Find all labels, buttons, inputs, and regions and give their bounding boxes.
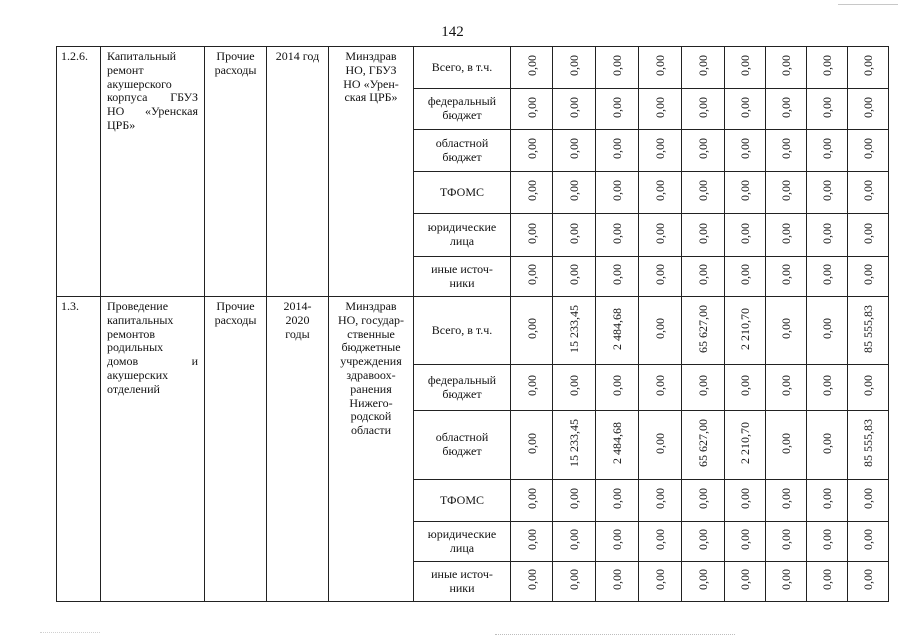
amount-value: 0,00 <box>567 264 581 286</box>
budget-table <box>56 46 889 602</box>
amount-cell <box>725 47 766 89</box>
amount-cell <box>511 562 553 602</box>
amount-value: 0,00 <box>524 222 539 244</box>
amount-value: 0,00 <box>696 222 710 244</box>
amount-value: 0,00 <box>861 264 875 286</box>
amount-cell <box>807 257 848 297</box>
row-number: 1.2.6. <box>61 49 88 63</box>
amount-cell <box>807 47 848 89</box>
funding-source-label: областной бюджет <box>435 430 489 458</box>
amount-value: 0,00 <box>861 529 875 551</box>
expense-type: Прочие расходы <box>214 299 257 327</box>
amount-value: 0,00 <box>653 222 667 244</box>
amount-cell <box>725 172 766 214</box>
amount-cell <box>807 562 848 602</box>
amount-value: 0,00 <box>861 488 875 510</box>
amount-cell <box>511 172 553 214</box>
amount-value: 0,00 <box>610 222 624 244</box>
amount-value: 0,00 <box>524 138 539 160</box>
amount-cell <box>639 214 682 257</box>
amount-cell <box>596 562 639 602</box>
amount-cell <box>511 365 553 411</box>
funding-source-cell <box>414 172 511 214</box>
description-line: ремонт <box>107 62 144 77</box>
executor-cell <box>329 47 414 297</box>
amount-value: 65 627,00 <box>696 419 710 468</box>
amount-value: 0,00 <box>524 264 539 286</box>
description-cell <box>101 297 205 602</box>
funding-source-label: юридические лица <box>427 526 497 555</box>
amount-value: 0,00 <box>610 96 624 118</box>
amount-value: 0,00 <box>738 138 752 160</box>
amount-cell <box>725 480 766 522</box>
amount-value: 0,00 <box>696 180 710 202</box>
funding-source-cell <box>414 47 511 89</box>
amount-cell <box>766 522 807 562</box>
amount-value: 0,00 <box>779 432 793 454</box>
amount-value: 0,00 <box>861 180 875 202</box>
funding-source-label: областной бюджет <box>435 135 489 164</box>
amount-cell <box>766 480 807 522</box>
amount-cell <box>682 297 725 365</box>
amount-cell <box>848 365 889 411</box>
funding-source-cell <box>414 297 511 365</box>
amount-cell <box>639 172 682 214</box>
amount-cell <box>639 365 682 411</box>
amount-cell <box>639 297 682 365</box>
amount-cell <box>596 522 639 562</box>
period-cell <box>267 297 329 602</box>
description-line: акушерских <box>107 367 169 382</box>
amount-cell <box>848 522 889 562</box>
amount-cell <box>807 522 848 562</box>
period: 2014- 2020 годы <box>283 299 312 341</box>
amount-value: 2 484,68 <box>610 307 624 350</box>
expense-type-cell <box>205 297 267 602</box>
description-line: корпуса ГБУЗ <box>107 90 198 105</box>
amount-cell <box>725 214 766 257</box>
amount-cell <box>553 172 596 214</box>
funding-source-cell <box>414 522 511 562</box>
table-row <box>57 297 889 365</box>
amount-cell <box>553 257 596 297</box>
amount-value: 0,00 <box>610 375 624 397</box>
funding-source-cell <box>414 411 511 480</box>
funding-source-label: ТФОМС <box>439 184 485 199</box>
amount-value: 0,00 <box>738 264 752 286</box>
amount-value: 0,00 <box>696 569 710 591</box>
funding-source-cell <box>414 365 511 411</box>
amount-cell <box>596 365 639 411</box>
amount-value: 0,00 <box>779 375 793 397</box>
amount-cell <box>511 214 553 257</box>
amount-value: 2 210,70 <box>738 307 752 350</box>
period: 2014 год <box>275 49 320 63</box>
amount-value: 0,00 <box>861 138 875 160</box>
amount-value: 0,00 <box>779 180 793 202</box>
amount-value: 0,00 <box>738 375 752 397</box>
amount-cell <box>807 411 848 480</box>
amount-value: 0,00 <box>567 180 581 202</box>
amount-cell <box>848 130 889 172</box>
amount-cell <box>553 214 596 257</box>
description-line: ЦРБ» <box>107 117 136 132</box>
amount-value: 0,00 <box>567 375 581 397</box>
amount-value: 0,00 <box>653 264 667 286</box>
amount-cell <box>511 257 553 297</box>
amount-value: 0,00 <box>779 529 793 551</box>
description-line: Проведение <box>107 299 169 313</box>
amount-value: 0,00 <box>524 375 539 397</box>
amount-cell <box>553 47 596 89</box>
amount-value: 0,00 <box>653 96 667 118</box>
funding-source-cell <box>414 480 511 522</box>
amount-cell <box>807 297 848 365</box>
amount-value: 0,00 <box>696 96 710 118</box>
amount-value: 0,00 <box>653 529 667 551</box>
amount-cell <box>596 257 639 297</box>
amount-cell <box>682 130 725 172</box>
amount-cell <box>511 89 553 130</box>
description-line: капитальных <box>107 312 174 327</box>
amount-value: 0,00 <box>820 569 834 591</box>
amount-value: 0,00 <box>861 222 875 244</box>
amount-value: 0,00 <box>653 318 667 340</box>
amount-cell <box>848 411 889 480</box>
amount-value: 0,00 <box>779 569 793 591</box>
amount-cell <box>725 522 766 562</box>
amount-cell <box>553 562 596 602</box>
amount-value: 0,00 <box>820 488 834 510</box>
amount-cell <box>766 411 807 480</box>
amount-value: 0,00 <box>524 569 539 591</box>
amount-value: 0,00 <box>779 96 793 118</box>
amount-value: 0,00 <box>779 264 793 286</box>
amount-value: 0,00 <box>653 375 667 397</box>
amount-value: 0,00 <box>861 569 875 591</box>
amount-value: 0,00 <box>820 264 834 286</box>
amount-cell <box>682 480 725 522</box>
amount-value: 0,00 <box>567 569 581 591</box>
amount-cell <box>725 562 766 602</box>
funding-source-label: юридические лица <box>427 220 497 248</box>
amount-value: 0,00 <box>524 488 539 510</box>
expense-type-cell <box>205 47 267 297</box>
budget-table-body <box>57 47 889 602</box>
amount-cell <box>553 411 596 480</box>
amount-cell <box>848 480 889 522</box>
amount-cell <box>807 480 848 522</box>
amount-value: 0,00 <box>653 488 667 510</box>
scan-top-rule <box>838 4 898 5</box>
amount-value: 0,00 <box>653 569 667 591</box>
amount-value: 0,00 <box>524 96 539 118</box>
amount-value: 0,00 <box>820 529 834 551</box>
amount-value: 0,00 <box>779 222 793 244</box>
amount-cell <box>639 411 682 480</box>
amount-cell <box>682 257 725 297</box>
amount-cell <box>766 89 807 130</box>
table-row <box>57 47 889 89</box>
amount-value: 0,00 <box>738 96 752 118</box>
amount-cell <box>639 522 682 562</box>
amount-cell <box>553 365 596 411</box>
description-line: родильных <box>107 340 164 355</box>
amount-cell <box>553 297 596 365</box>
amount-cell <box>639 480 682 522</box>
amount-cell <box>639 257 682 297</box>
amount-value: 0,00 <box>653 138 667 160</box>
amount-cell <box>725 365 766 411</box>
description-cell <box>101 47 205 297</box>
amount-value: 0,00 <box>820 96 834 118</box>
amount-value: 0,00 <box>524 55 539 77</box>
executor: Минздрав НО, ГБУЗ НО «Урен- ская ЦРБ» <box>343 49 399 105</box>
row-number-cell <box>57 47 101 297</box>
amount-value: 0,00 <box>779 488 793 510</box>
funding-source-cell <box>414 130 511 172</box>
funding-source-cell <box>414 257 511 297</box>
amount-value: 0,00 <box>696 138 710 160</box>
amount-value: 0,00 <box>524 180 539 202</box>
amount-value: 0,00 <box>567 96 581 118</box>
amount-value: 0,00 <box>738 222 752 244</box>
amount-cell <box>639 562 682 602</box>
amount-cell <box>848 562 889 602</box>
amount-cell <box>766 130 807 172</box>
amount-cell <box>848 214 889 257</box>
amount-value: 0,00 <box>524 529 539 551</box>
amount-value: 0,00 <box>861 55 875 77</box>
amount-value: 0,00 <box>820 318 834 340</box>
amount-cell <box>725 297 766 365</box>
amount-value: 0,00 <box>696 55 710 77</box>
funding-source-label: иные источ- ники <box>431 261 493 290</box>
row-number-cell <box>57 297 101 602</box>
amount-cell <box>725 130 766 172</box>
amount-cell <box>596 297 639 365</box>
funding-source-label: Всего, в т.ч. <box>431 59 493 74</box>
amount-cell <box>766 297 807 365</box>
amount-value: 85 555,83 <box>861 419 875 468</box>
amount-value: 0,00 <box>738 55 752 77</box>
amount-cell <box>766 365 807 411</box>
amount-value: 0,00 <box>820 55 834 77</box>
scan-artifact-bottom <box>495 634 735 635</box>
description-line: ремонтов <box>107 326 156 341</box>
amount-cell <box>766 172 807 214</box>
description-line: Капитальный <box>107 49 177 63</box>
amount-cell <box>682 411 725 480</box>
amount-value: 0,00 <box>696 529 710 551</box>
amount-cell <box>807 89 848 130</box>
amount-value: 0,00 <box>653 55 667 77</box>
amount-cell <box>766 562 807 602</box>
amount-value: 0,00 <box>567 55 581 77</box>
amount-cell <box>682 47 725 89</box>
amount-value: 2 484,68 <box>610 422 624 465</box>
amount-cell <box>553 522 596 562</box>
amount-cell <box>848 89 889 130</box>
amount-value: 0,00 <box>524 318 539 340</box>
description-line: НО «Уренская <box>107 104 198 119</box>
amount-cell <box>848 47 889 89</box>
amount-value: 0,00 <box>610 180 624 202</box>
amount-value: 0,00 <box>696 264 710 286</box>
amount-cell <box>596 411 639 480</box>
amount-value: 0,00 <box>610 488 624 510</box>
expense-type: Прочие расходы <box>214 49 257 77</box>
amount-value: 0,00 <box>567 138 581 160</box>
funding-source-cell <box>414 562 511 602</box>
executor-cell <box>329 297 414 602</box>
page-number: 142 <box>441 24 464 40</box>
amount-value: 65 627,00 <box>696 304 710 353</box>
scan-artifact-left <box>40 632 100 633</box>
amount-cell <box>596 47 639 89</box>
amount-value: 0,00 <box>567 529 581 551</box>
amount-cell <box>807 365 848 411</box>
amount-value: 0,00 <box>738 569 752 591</box>
amount-value: 0,00 <box>861 96 875 118</box>
description-line: акушерского <box>107 76 172 91</box>
amount-cell <box>596 89 639 130</box>
amount-value: 0,00 <box>653 432 667 454</box>
amount-value: 0,00 <box>610 55 624 77</box>
amount-cell <box>725 257 766 297</box>
amount-cell <box>511 297 553 365</box>
amount-cell <box>639 130 682 172</box>
amount-cell <box>682 214 725 257</box>
funding-source-label: иные источ- ники <box>431 566 493 595</box>
amount-value: 0,00 <box>610 264 624 286</box>
amount-cell <box>596 214 639 257</box>
amount-value: 0,00 <box>567 488 581 510</box>
amount-cell <box>553 130 596 172</box>
amount-cell <box>553 89 596 130</box>
amount-value: 15 233,45 <box>567 304 581 353</box>
amount-cell <box>553 480 596 522</box>
amount-value: 0,00 <box>653 180 667 202</box>
amount-cell <box>807 172 848 214</box>
funding-source-label: федеральный бюджет <box>427 372 497 401</box>
amount-value: 0,00 <box>820 222 834 244</box>
funding-source-cell <box>414 89 511 130</box>
amount-cell <box>807 214 848 257</box>
amount-value: 15 233,45 <box>567 419 581 468</box>
amount-value: 0,00 <box>738 529 752 551</box>
description-line: отделений <box>107 381 160 396</box>
amount-cell <box>511 522 553 562</box>
amount-value: 0,00 <box>820 432 834 454</box>
funding-source-cell <box>414 214 511 257</box>
amount-cell <box>682 89 725 130</box>
amount-value: 2 210,70 <box>738 422 752 465</box>
amount-value: 0,00 <box>610 529 624 551</box>
amount-cell <box>682 172 725 214</box>
amount-value: 0,00 <box>696 488 710 510</box>
amount-value: 0,00 <box>779 318 793 340</box>
amount-cell <box>848 257 889 297</box>
amount-cell <box>511 47 553 89</box>
amount-value: 0,00 <box>610 569 624 591</box>
amount-value: 0,00 <box>779 138 793 160</box>
amount-cell <box>596 480 639 522</box>
amount-cell <box>848 297 889 365</box>
amount-cell <box>682 522 725 562</box>
amount-cell <box>725 89 766 130</box>
amount-value: 0,00 <box>696 375 710 397</box>
amount-cell <box>766 257 807 297</box>
amount-cell <box>725 411 766 480</box>
amount-value: 0,00 <box>567 222 581 244</box>
amount-value: 0,00 <box>779 55 793 77</box>
amount-value: 0,00 <box>861 375 875 397</box>
amount-cell <box>807 130 848 172</box>
amount-cell <box>511 130 553 172</box>
amount-value: 0,00 <box>820 375 834 397</box>
amount-value: 0,00 <box>820 180 834 202</box>
amount-value: 0,00 <box>738 180 752 202</box>
amount-cell <box>766 214 807 257</box>
period-cell <box>267 47 329 297</box>
executor: Минздрав НО, государ- ственные бюджетные учреждения здравоох- ранения Нижего- родской области <box>337 299 405 438</box>
amount-cell <box>848 172 889 214</box>
amount-cell <box>639 47 682 89</box>
amount-value: 0,00 <box>738 488 752 510</box>
amount-cell <box>682 562 725 602</box>
amount-cell <box>511 411 553 480</box>
amount-value: 85 555,83 <box>861 304 875 353</box>
amount-cell <box>682 365 725 411</box>
funding-source-label: Всего, в т.ч. <box>431 322 493 337</box>
amount-cell <box>596 130 639 172</box>
amount-value: 0,00 <box>820 138 834 160</box>
amount-value: 0,00 <box>524 432 539 454</box>
row-number: 1.3. <box>61 299 79 313</box>
description-line: домов и <box>107 354 198 369</box>
funding-source-label: ТФОМС <box>439 492 485 507</box>
amount-cell <box>639 89 682 130</box>
funding-source-label: федеральный бюджет <box>427 94 497 122</box>
amount-cell <box>596 172 639 214</box>
amount-cell <box>766 47 807 89</box>
amount-value: 0,00 <box>610 138 624 160</box>
amount-cell <box>511 480 553 522</box>
